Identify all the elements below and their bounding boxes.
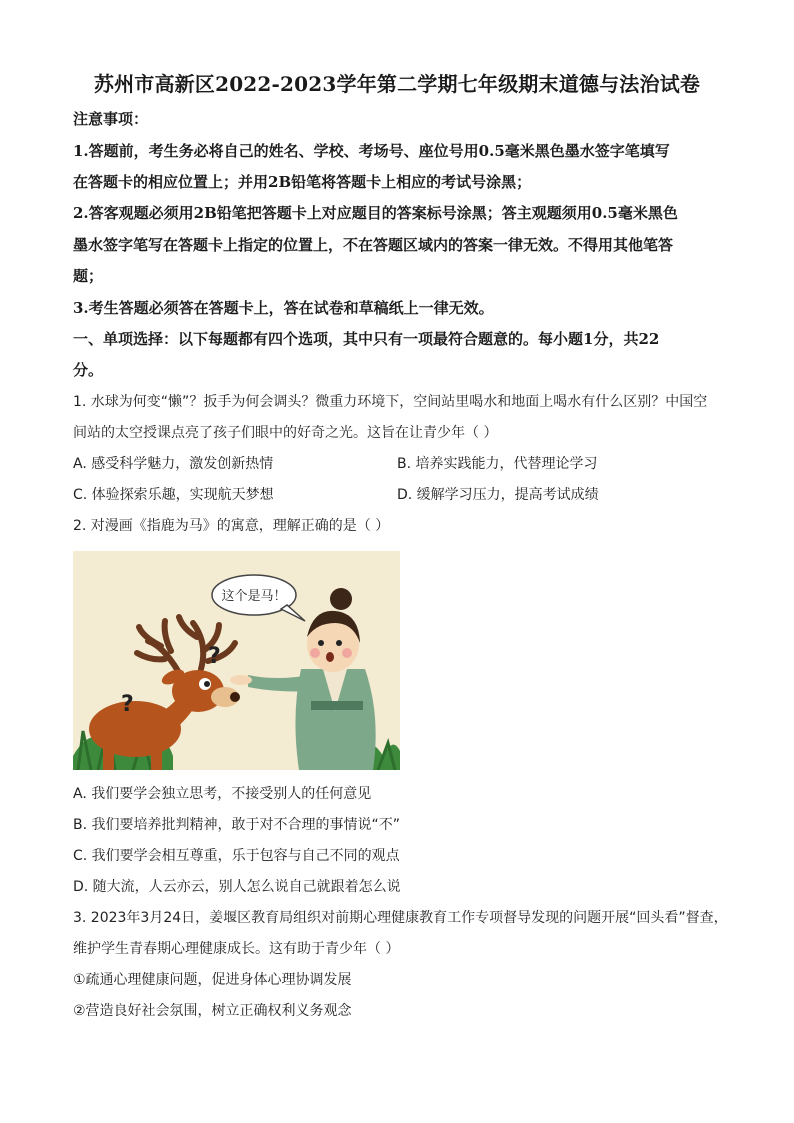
exam-title: 苏州市高新区2022-2023学年第二学期七年级期末道德与法治试卷 <box>93 72 701 96</box>
q3-item: ①疏通心理健康问题，促进身体心理协调发展 <box>73 972 352 988</box>
notice-line: 3.考生答题必须答在答题卡上，答在试卷和草稿纸上一律无效。 <box>73 299 494 317</box>
cartoon-illustration <box>73 551 400 770</box>
notice-line: 题； <box>73 267 104 285</box>
q3-stem: 维护学生青春期心理健康成长。这有助于青少年（ ） <box>73 941 400 957</box>
notice-line: 1.答题前，考生务必将自己的姓名、学校、考场号、座位号用0.5毫米黑色墨水签字笔填写 <box>73 142 670 160</box>
q2-option-b: B. 我们要培养批判精神，敢于对不合理的事情说“不” <box>73 817 401 833</box>
section-heading: 一、单项选择：以下每题都有四个选项，其中只有一项最符合题意的。每小题1分，共22 <box>73 330 660 348</box>
q2-stem: 2. 对漫画《指鹿为马》的寓意，理解正确的是（ ） <box>73 518 390 534</box>
notice-line: 墨水签字笔写在答题卡上指定的位置上，不在答题区域内的答案一律无效。不得用其他笔答 <box>73 236 674 254</box>
q1-stem: 1. 水球为何变“懒”？扳手为何会调头？微重力环境下，空间站里喝水和地面上喝水有什么区别？中国空 <box>73 394 708 410</box>
q1-option-c: C. 体验探索乐趣，实现航天梦想 <box>73 487 274 503</box>
q2-option-a: A. 我们要学会独立思考，不接受别人的任何意见 <box>73 786 372 802</box>
q2-cartoon <box>73 551 400 770</box>
q1-stem: 间站的太空授课点亮了孩子们眼中的好奇之光。这旨在让青少年（ ） <box>73 425 498 441</box>
svg-text:?: ? <box>121 692 134 717</box>
q3-item: ②营造良好社会氛围，树立正确权利义务观念 <box>73 1003 352 1019</box>
notice-heading: 注意事项： <box>73 110 149 128</box>
q1-option-a: A. 感受科学魅力，激发创新热情 <box>73 456 274 472</box>
q2-option-c: C. 我们要学会相互尊重，乐于包容与自己不同的观点 <box>73 848 400 864</box>
section-heading: 分。 <box>73 361 104 379</box>
q2-option-d: D. 随大流，人云亦云，别人怎么说自己就跟着怎么说 <box>73 879 401 895</box>
q1-option-b: B. 培养实践能力，代替理论学习 <box>397 456 598 472</box>
q1-option-d: D. 缓解学习压力，提高考试成绩 <box>397 487 599 503</box>
notice-line: 在答题卡的相应位置上；并用2B铅笔将答题卡上相应的考试号涂黑； <box>73 173 532 191</box>
notice-line: 2.答客观题必须用2B铅笔把答题卡上对应题目的答案标号涂黑；答主观题须用0.5毫米黑色 <box>73 204 678 222</box>
svg-text:?: ? <box>208 644 221 669</box>
speech-bubble-text: 这个是马！ <box>221 589 287 604</box>
q3-stem: 3. 2023年3月24日，姜堰区教育局组织对前期心理健康教育工作专项督导发现的问题开展“回头看”督查， <box>73 910 728 926</box>
